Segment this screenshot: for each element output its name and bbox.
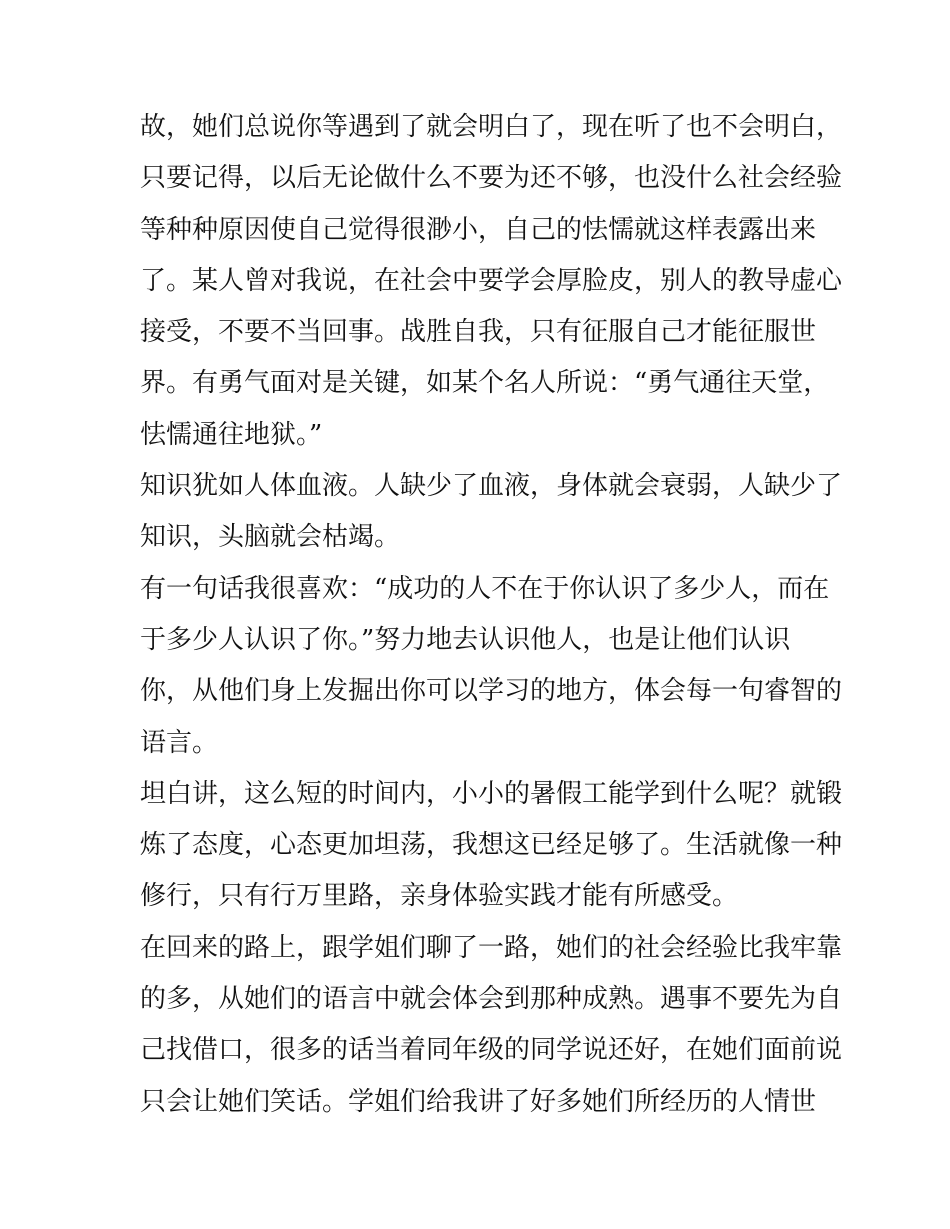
text-line: 语言。 xyxy=(140,727,219,758)
text-line: 知识犹如人体血液。人缺少了血液，身体就会衰弱，人缺少了 xyxy=(140,471,843,502)
text-line: 有一句话我很喜欢：“成功的人不在于你认识了多少人，而在 xyxy=(140,573,830,604)
text-line: 故，她们总说你等遇到了就会明白了，现在听了也不会明白， xyxy=(140,112,843,142)
text-line: 只会让她们笑话。学姐们给我讲了好多她们所经历的人情世 xyxy=(140,1086,817,1117)
text-line: 等种种原因使自己觉得很渺小，自己的怯懦就这样表露出来 xyxy=(140,214,817,245)
text-line: 在回来的路上，跟学姐们聊了一路，她们的社会经验比我牢靠 xyxy=(140,932,843,963)
text-line: 己找借口，很多的话当着同年级的同学说还好，在她们面前说 xyxy=(140,1035,843,1066)
text-line: 炼了态度，心态更加坦荡，我想这已经足够了。生活就像一种 xyxy=(140,830,843,861)
text-line: 于多少人认识了你。”努力地去认识他人，也是让他们认识 xyxy=(140,624,791,655)
text-line: 知识，头脑就会枯竭。 xyxy=(140,522,401,553)
text-line: 你，从他们身上发掘出你可以学习的地方，体会每一句睿智的 xyxy=(140,676,843,707)
text-line: 怯懦通往地狱。” xyxy=(140,419,323,450)
text-line: 接受，不要不当回事。战胜自我，只有征服自己才能征服世 xyxy=(140,317,817,348)
text-line: 坦白讲，这么短的时间内，小小的暑假工能学到什么呢？就锻 xyxy=(140,778,843,809)
text-line: 修行，只有行万里路，亲身体验实践才能有所感受。 xyxy=(140,881,739,912)
text-line: 的多，从她们的语言中就会体会到那种成熟。遇事不要先为自 xyxy=(140,984,843,1015)
body-text xyxy=(140,102,843,1128)
text-line: 只要记得，以后无论做什么不要为还不够，也没什么社会经验 xyxy=(140,163,843,194)
text-line: 界。有勇气面对是关键，如某个名人所说：“勇气通往天堂， xyxy=(140,368,830,399)
text-line: 了。某人曾对我说，在社会中要学会厚脸皮，别人的教导虚心 xyxy=(140,265,843,296)
